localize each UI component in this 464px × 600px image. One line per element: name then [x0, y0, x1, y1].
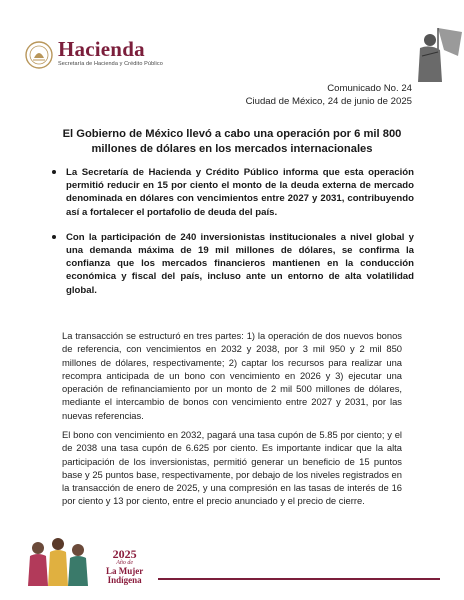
- page-footer: [24, 534, 440, 586]
- brand-block: [58, 38, 163, 67]
- page-header: [24, 38, 440, 78]
- communique-number: Comunicado No. 24: [327, 83, 412, 94]
- communique-meta: [246, 82, 412, 108]
- brand-subtitle: Secretaría de Hacienda y Crédito Público: [58, 61, 163, 67]
- body-paragraph: La transacción se estructuró en tres partes: 1) la operación de dos nuevos bonos de referencia, con vencimientos en 2032 y 2038, por 3 mil 950 y 2 mil 850 millones de dólares, respectivamente; 2) captar los recursos para realizar una recompra anticipada de un bono con vencimiento en 2026 y 3) ejecutar una operación de refinanciamiento por un monto de 2 mil 500 millones de dólares, mediante el intercambio de bonos con vencimiento entre 2027 y 2031, por las nuevas referencias.: [62, 330, 402, 421]
- footer-slogan: [106, 548, 143, 585]
- key-point: La Secretaría de Hacienda y Crédito Público informa que esta operación permitió reducir en 15 por ciento el monto de la deuda externa de mercado denominada en dólares con vencimientos entre 2027 y 2031, contribuyendo así a fortalecer el portafolio de deuda del país.: [52, 166, 414, 219]
- brand-name: Hacienda: [58, 37, 145, 61]
- footer-divider: [158, 578, 440, 580]
- footer-year: 2025: [112, 547, 137, 561]
- indigenous-women-illustration-icon: [24, 534, 96, 586]
- footer-subtitle: Año de: [116, 560, 134, 566]
- document-title: El Gobierno de México llevó a cabo una operación por 6 mil 800 millones de dólares en los mercados internacionales: [62, 128, 402, 155]
- key-points-list: [52, 166, 414, 309]
- footer-main-line2: Indígena: [107, 575, 142, 585]
- mexico-seal-icon: [24, 40, 54, 70]
- place-date: Ciudad de México, 24 de junio de 2025: [245, 96, 412, 107]
- key-point: Con la participación de 240 inversionistas institucionales a nivel global y una demanda máxima de 19 mil millones de dólares, se confirma la confianza que los mercados financieros mantienen en la conducción económica y fiscal del país, incluso ante un entorno de alta volatilidad global.: [52, 231, 414, 297]
- heroine-illustration-icon: [408, 26, 464, 84]
- body-paragraph: El bono con vencimiento en 2032, pagará una tasa cupón de 5.85 por ciento; y el de 2038 una tasa cupón de 6.625 por ciento. Es importante indicar que la alta participación de los inversionistas, permitió generar un beneficio de 15 puntos base y 25 puntos base, respectivamente, por debajo de los niveles registrados en la transacción de enero de 2025, y una compresión en las tasas de interés de 16 por ciento y 13 por ciento, entre el precio anunciado y el precio de cierre.: [62, 429, 402, 507]
- footer-main-line1: La Mujer: [106, 566, 144, 576]
